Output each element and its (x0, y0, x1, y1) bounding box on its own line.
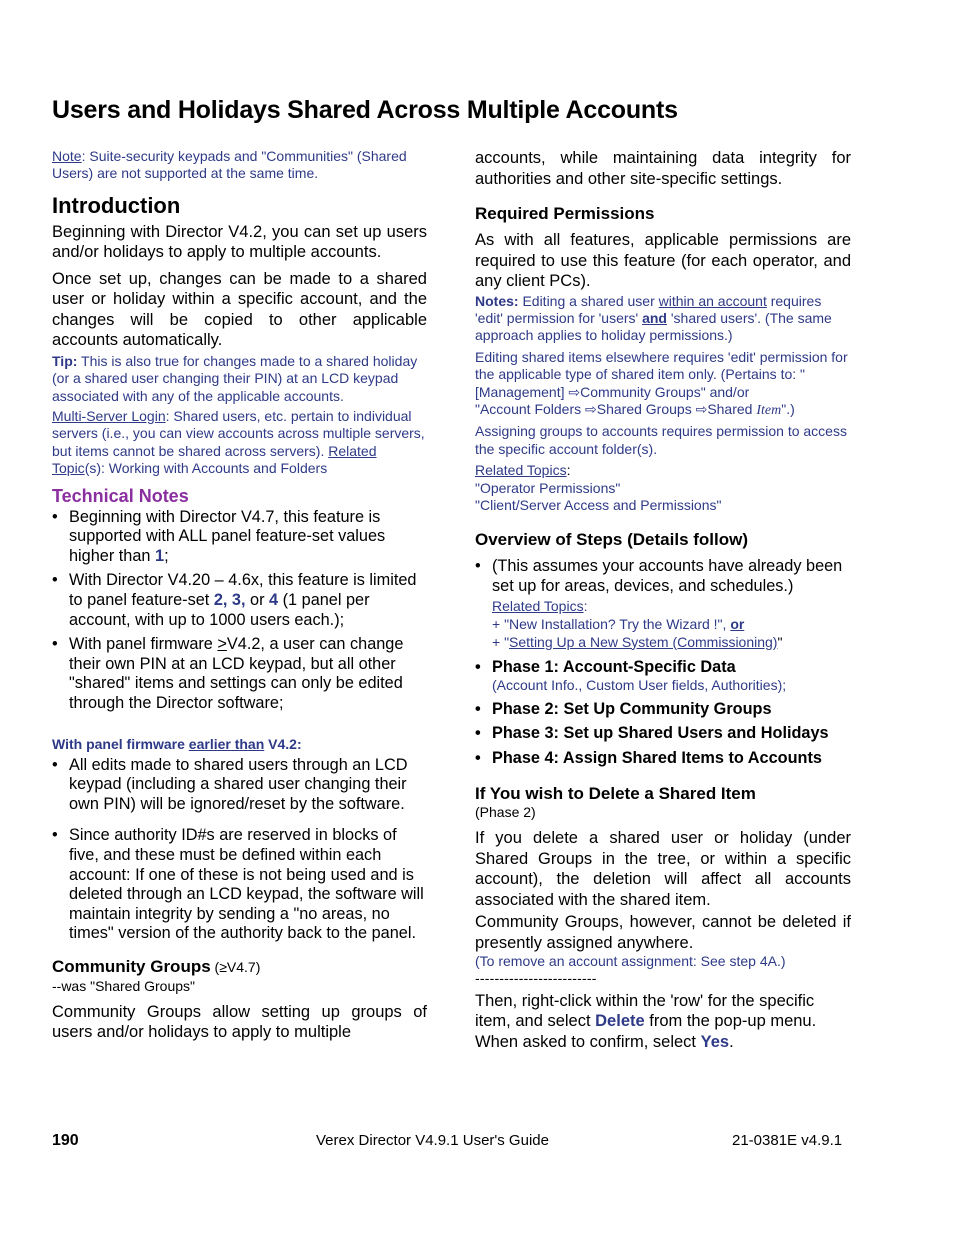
delete-note: (To remove an account assignment: See step 4A.) (475, 953, 786, 970)
intro-paragraph-1: Beginning with Director V4.2, you can set up users and/or holidays to apply to multiple accounts. (52, 222, 427, 262)
overview-related-topics (492, 597, 851, 651)
community-groups-title: Community Groups (52, 956, 211, 976)
list-item: • Phase 3: Set up Shared Users and Holidays (475, 724, 851, 744)
tech-bullet-3-text: V4.2, a user can change their own PIN at an LCD keypad, but all other "shared" items and settings can only be edited through the Director software; (69, 635, 404, 712)
related-topic-link[interactable]: Related Topic (52, 442, 377, 477)
list-item (475, 557, 851, 650)
within-account-link[interactable]: within an account (658, 292, 767, 309)
related-topics-colon: : (566, 462, 571, 479)
related-topics-link[interactable]: Related Topics (475, 462, 567, 479)
delete-phase: (Phase 2) (475, 804, 536, 821)
tech-bullet-2-text: With Director V4.20 – 4.6x, this feature is limited to panel feature-set (69, 571, 417, 610)
note-paragraph (52, 148, 427, 183)
community-groups-version: (≥V4.7) (210, 958, 261, 975)
tip-label: Tip: (52, 352, 78, 369)
list-item: • All edits made to shared users through an LCD keypad (including a shared user changing their own PIN) will be ignored/reset by the software. (52, 756, 427, 815)
required-permissions-paragraph: As with all features, applicable permissions are required to use this feature (for each operator, and any client PCs). (475, 231, 851, 290)
community-groups-paragraph: Community Groups allow setting up groups of users and/or holidays to apply to multiple (52, 1002, 427, 1042)
account-folders-path: "Account Folders ⇨Shared Groups ⇨Shared (475, 400, 757, 417)
earlier-than-link[interactable]: earlier than (188, 735, 265, 752)
delete-instructions-end: . (729, 1032, 734, 1051)
or-emphasis: or (730, 615, 745, 632)
note-text: : Suite-security keypads and "Communities" (Shared Users) are not supported at the same time. (52, 148, 407, 182)
related-topics-block (475, 462, 851, 514)
overview-related-topics-colon: : (583, 597, 588, 614)
client-server-access-link[interactable]: "Client/Server Access and Permissions" (475, 496, 722, 513)
required-permissions-heading: Required Permissions (475, 204, 655, 223)
delete-instructions-2: from the pop-up menu. When asked to confirm, select (475, 1012, 817, 1051)
list-item: • Phase 4: Assign Shared Items to Accounts (475, 749, 851, 769)
list-item (52, 571, 427, 630)
delete-instructions-1: Then, right-click within the 'row' for the specific item, and select (475, 991, 815, 1031)
phase-1-sub: (Account Info., Custom User fields, Authorities); (492, 677, 787, 694)
new-installation-link[interactable]: + "New Installation? Try the Wizard !", (492, 615, 731, 632)
notes-text-3: 'shared users'. (The same approach applies to holiday permissions.) (475, 309, 832, 344)
page-title: Users and Holidays Shared Across Multiple Accounts (52, 96, 678, 124)
notes-paragraph (475, 293, 851, 345)
quote-close: " (777, 633, 783, 650)
multiserver-link[interactable]: Multi-Server Login (52, 408, 166, 425)
tech-bullet-3-pre: With panel firmware (69, 635, 218, 654)
technical-notes-heading: Technical Notes (52, 485, 189, 506)
multiserver-paragraph (52, 408, 427, 478)
note-link[interactable]: Note (52, 148, 82, 164)
notes-label: Notes: (475, 292, 519, 309)
list-item (52, 635, 427, 713)
feature-set-values: 2, 3, (213, 591, 246, 610)
feature-set-value-4: 4 (269, 591, 279, 610)
account-folders-path-end: ".) (781, 400, 795, 417)
firmware-heading (52, 736, 427, 753)
guide-title: Verex Director V4.9.1 User's Guide (316, 1132, 549, 1149)
multiserver-text: : Shared users, etc. pertain to individual servers (i.e., you can view accounts across multiple servers, but items cannot be shared across servers). (52, 408, 425, 459)
overview-list (475, 557, 851, 768)
overview-related-topics-link[interactable]: Related Topics (492, 597, 584, 614)
delete-paragraph-3 (475, 991, 851, 1053)
document-code: 21-0381E v4.9.1 (732, 1132, 843, 1149)
related-topic-text: (s): Working with Accounts and Folders (84, 460, 328, 477)
feature-set-value: 1 (155, 546, 165, 565)
list-item (475, 658, 851, 695)
item-italic: Item (756, 402, 782, 418)
intro-heading: Introduction (52, 192, 181, 218)
list-item: • Phase 2: Set Up Community Groups (475, 700, 851, 720)
firmware-list (52, 756, 427, 944)
intro-paragraph-2: Once set up, changes can be made to a shared user or holiday within a specific account, and the changes will be copied to other applicable accounts automatically. (52, 269, 427, 350)
delete-heading: If You wish to Delete a Shared Item (475, 784, 756, 804)
tech-bullet-1-end: ; (164, 546, 169, 565)
tech-bullet-1-text: Beginning with Director V4.7, this feature is supported with ALL panel feature-set values higher than (69, 507, 386, 565)
technical-notes-list (52, 508, 427, 714)
delete-paragraph-1: If you delete a shared user or holiday (under Shared Groups in the tree, or within a specific account), the deletion will affect all accounts associated with the shared item. (475, 829, 851, 909)
delete-paragraph-2: Community Groups, however, cannot be deleted if presently assigned anywhere. (475, 913, 851, 952)
greater-equal-symbol: > (217, 635, 227, 654)
assign-groups-paragraph: Assigning groups to accounts requires permission to access the specific account folder(s). (475, 423, 847, 457)
and-emphasis: and (642, 309, 667, 326)
tech-bullet-2-or: or (245, 591, 270, 610)
overview-heading: Overview of Steps (Details follow) (475, 530, 749, 550)
left-column (52, 148, 427, 1043)
notes-text-1: Editing a shared user (518, 292, 659, 309)
firmware-end: V4.2: (264, 735, 302, 752)
tip-paragraph (52, 353, 427, 405)
list-item (52, 508, 427, 567)
tech-bullet-2-end: (1 panel per account, with up to 1000 users each.); (69, 591, 370, 629)
quote-open: + " (492, 633, 510, 650)
right-column (475, 148, 851, 1052)
edit-permission-text: Editing shared items elsewhere requires 'edit' permission for the applicable type of shared item only. (Pertains to: "[Management] ⇨Community Groups" and/or (475, 348, 848, 400)
phase-1-label: Phase 1: Account-Specific Data (492, 657, 736, 676)
community-groups-heading (52, 956, 427, 978)
tip-text: This is also true for changes made to a shared holiday (or a shared user changing their PIN) at an LCD keypad associated with any of the applicable accounts. (52, 352, 418, 404)
edit-permission-paragraph (475, 349, 851, 420)
setting-up-new-system-link[interactable]: Setting Up a New System (Commissioning) (509, 633, 778, 650)
continued-paragraph: accounts, while maintaining data integrity for authorities and other site-specific settings. (475, 149, 851, 188)
overview-bullet-1-text: (This assumes your accounts have already been set up for areas, devices, and schedules.) (492, 557, 843, 595)
delete-command: Delete (595, 1012, 645, 1031)
dashed-divider: ------------------------- (475, 969, 597, 986)
page-number: 190 (52, 1132, 79, 1149)
notes-text-2: requires 'edit' permission for 'users' (475, 292, 822, 326)
community-groups-was: --was "Shared Groups" (52, 977, 195, 994)
yes-command: Yes (700, 1032, 730, 1051)
operator-permissions-link[interactable]: "Operator Permissions" (475, 479, 621, 496)
list-item: • Since authority ID#s are reserved in blocks of five, and these must be defined within each account: If one of these is not being used and is deleted through an LCD keypad, the software will maintain integrity by sending a "no areas, no times" version of the authority back to the panel. (52, 826, 427, 944)
firmware-label: With panel firmware (52, 735, 189, 752)
